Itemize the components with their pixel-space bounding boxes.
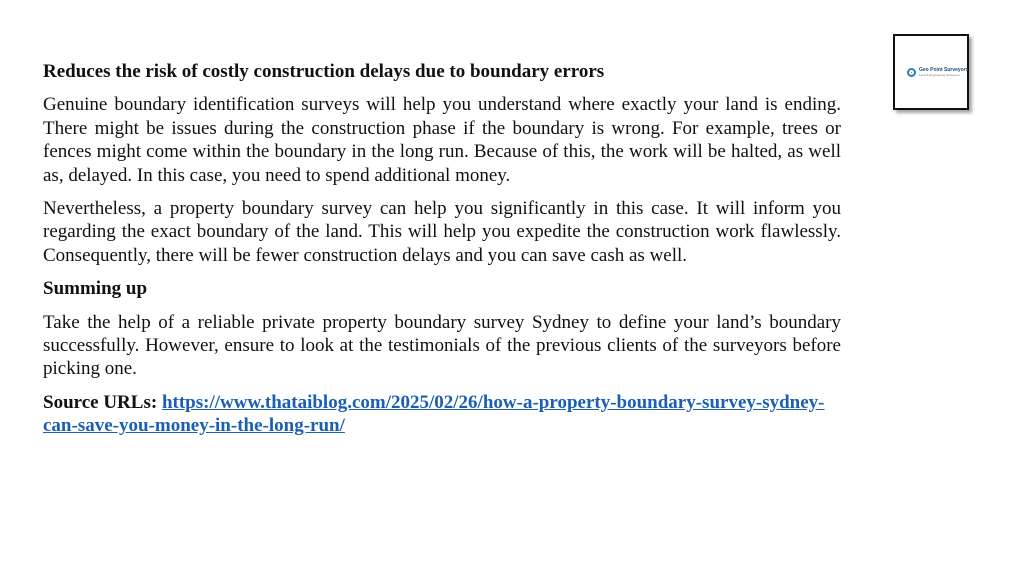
paragraph-summary: Take the help of a reliable private property boundary survey Sydney to define your land’s boundary successfully. However, ensure to look at the testimonials of the previous clients of the surveyors before picking one. <box>43 311 841 380</box>
source-line <box>43 391 841 438</box>
delays-heading: Reduces the risk of costly construction delays due to boundary errors <box>43 61 605 82</box>
logo-text <box>919 68 968 77</box>
company-logo <box>893 34 969 110</box>
paragraph-survey-benefits: Nevertheless, a property boundary survey can help you significantly in this case. It will inform you regarding the exact boundary of the land. This will help you expedite the construction work flawlessly. Consequently, there will be fewer construction delays and you can save cash as well. <box>43 198 841 266</box>
summing-up-heading: Summing up <box>43 278 148 300</box>
logo-name: Geo Point Surveyors <box>919 67 969 73</box>
logo-lockup <box>907 68 968 77</box>
document-body <box>43 60 841 448</box>
source-label: Source URLs: <box>43 391 158 413</box>
compass-icon <box>907 68 916 77</box>
logo-tagline: Land & Engineering Surveyors <box>919 73 960 77</box>
paragraph-boundary-surveys: Genuine boundary identification surveys will help you understand where exactly your land is ending. There might be issues during the construction phase if the boundary is wrong. For example, trees or fences might come within the boundary in the long run. Because of this, the work will be halted, as well as, delayed. In this case, you need to spend additional money. <box>43 94 841 186</box>
source-url-link[interactable]: https://www.thataiblog.com/2025/02/26/how-a-property-boundary-survey-sydney-can-save-you-money-in-the-long-run/ <box>43 391 825 437</box>
